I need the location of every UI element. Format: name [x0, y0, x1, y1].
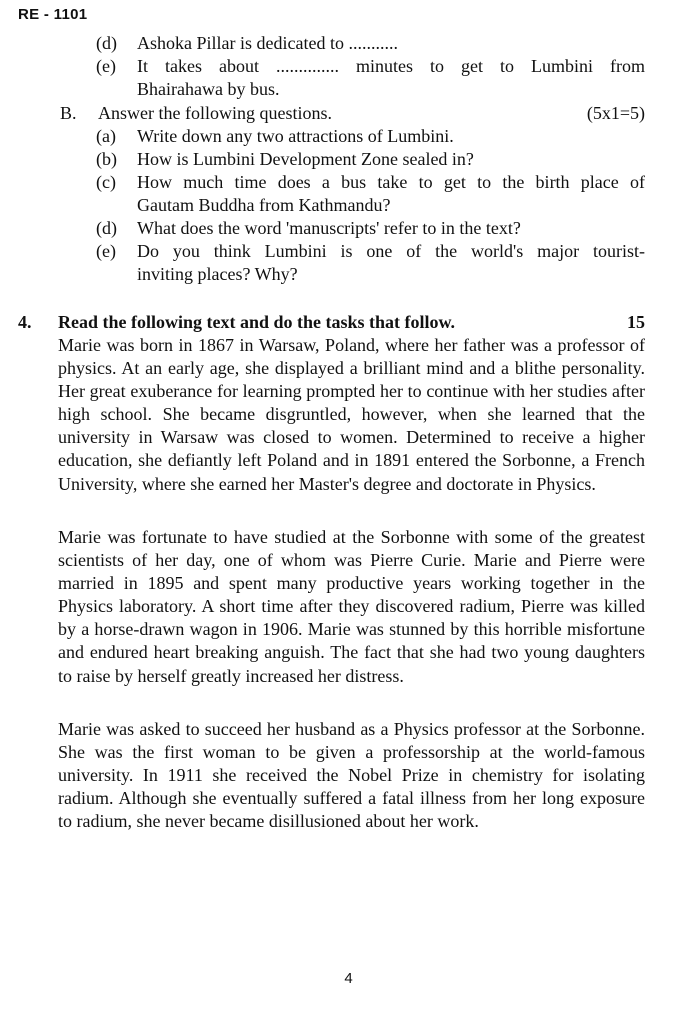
question-b-a-text: Write down any two attractions of Lumbini. [137, 126, 454, 146]
question-b-b-text: How is Lumbini Development Zone sealed in? [137, 149, 474, 169]
item-e-line1: It takes about .............. minutes to get to Lumbini from [137, 56, 645, 76]
question-b-e-line2: inviting places? Why? [137, 264, 298, 284]
paper-code: RE - 1101 [18, 6, 88, 23]
question-b-a-label: (a) [96, 126, 116, 146]
passage-paragraph-2: Marie was fortunate to have studied at the Sorbonne with some of the greatest scientists of her day, one of whom was Pierre Curie. Marie and Pierre were married in 1895 and spent many productive years working together in the Physics laboratory. A short time after they discovered radium, Pierre was killed by a horse-drawn wagon in 1906. Marie was stunned by this horrible misfortune and endured heart breaking anguish. The fact that she had two young daughters to raise by herself greatly increased her distress. [58, 527, 645, 686]
question-b-d-text: What does the word 'manuscripts' refer to in the text? [137, 218, 521, 238]
question-b-c-line2: Gautam Buddha from Kathmandu? [137, 195, 391, 215]
passage-paragraph-1: Marie was born in 1867 in Warsaw, Poland, where her father was a professor of physics. At an early age, she displayed a brilliant mind and a blithe personality. Her great exuberance for learning prompted her to continue with her studies after high school. She became disgruntled, however, when she learned that the university in Warsaw was closed to women. Determined to receive a higher education, she defiantly left Poland and in 1891 entered the Sorbonne, a French University, where she earned her Master's degree and doctorate in Physics. [58, 335, 645, 494]
question-4-instruction: Read the following text and do the tasks that follow. [58, 312, 456, 332]
question-b-d-label: (d) [96, 218, 117, 238]
item-e-line2: Bhairahawa by bus. [137, 79, 280, 99]
page-number: 4 [344, 970, 353, 987]
question-4-number: 4. [18, 312, 32, 332]
section-b-title: Answer the following questions. [98, 103, 332, 123]
item-e-label: (e) [96, 56, 116, 76]
question-4-marks: 15 [627, 312, 645, 332]
passage-paragraph-3: Marie was asked to succeed her husband as a Physics professor at the Sorbonne. She was the first woman to be given a professorship at the world-famous university. In 1911 she received the Nobel Prize in chemistry for isolating radium. Although she eventually suffered a fatal illness from her long exposure to radium, she never became disillusioned about her work. [58, 719, 645, 832]
section-b-marks: (5x1=5) [586, 103, 645, 123]
question-b-b-label: (b) [96, 149, 117, 169]
item-d-label: (d) [96, 33, 117, 53]
question-b-e-label: (e) [96, 241, 116, 261]
question-b-e-line1: Do you think Lumbini is one of the world's major tourist- [137, 241, 645, 261]
question-b-c-line1: How much time does a bus take to get to the birth place of [137, 172, 645, 192]
section-b-label: B. [60, 103, 77, 123]
item-d-text: Ashoka Pillar is dedicated to ........... [137, 33, 398, 53]
question-b-c-label: (c) [96, 172, 116, 192]
